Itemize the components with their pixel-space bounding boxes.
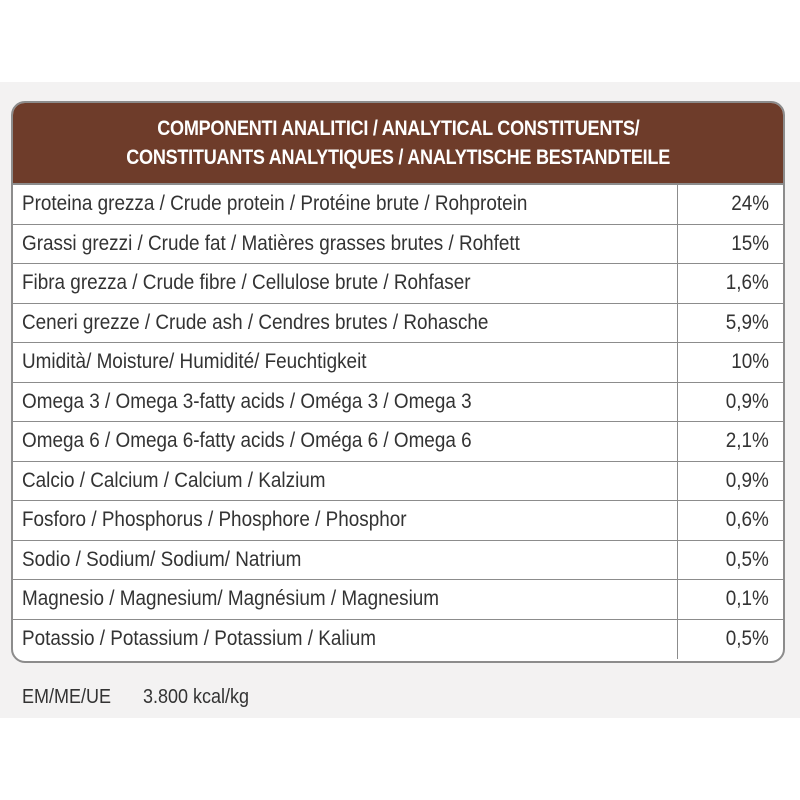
- constituent-label-cell: [13, 422, 678, 461]
- constituent-label-cell: [13, 225, 678, 264]
- constituent-label: Potassio / Potassium / Potassium / Kalium: [22, 627, 376, 651]
- constituent-label: Proteina grezza / Crude protein / Protéine brute / Rohprotein: [22, 192, 528, 216]
- table-row: [13, 541, 783, 581]
- constituent-label: Fibra grezza / Crude fibre / Cellulose brute / Rohfaser: [22, 271, 471, 295]
- constituent-value: 24%: [731, 192, 769, 216]
- constituent-label-cell: [13, 580, 678, 619]
- analytical-constituents-table: [11, 101, 785, 663]
- constituent-label: Grassi grezzi / Crude fat / Matières grasses brutes / Rohfett: [22, 231, 520, 255]
- table-row: [13, 462, 783, 502]
- constituent-value-cell: [678, 580, 783, 619]
- constituent-value: 15%: [731, 231, 769, 255]
- constituent-value: 0,1%: [725, 587, 769, 611]
- table-row: [13, 383, 783, 423]
- constituent-value-cell: [678, 462, 783, 501]
- constituent-label-cell: [13, 462, 678, 501]
- constituent-value-cell: [678, 620, 783, 660]
- constituent-value: 1,6%: [725, 271, 769, 295]
- constituent-label: Omega 6 / Omega 6-fatty acids / Oméga 6 / Omega 6: [22, 429, 472, 453]
- constituent-value: 2,1%: [725, 429, 769, 453]
- constituent-value-cell: [678, 343, 783, 382]
- constituent-label: Magnesio / Magnesium/ Magnésium / Magnesium: [22, 587, 440, 611]
- constituent-label-cell: [13, 304, 678, 343]
- table-row: [13, 185, 783, 225]
- constituent-label: Umidità/ Moisture/ Humidité/ Feuchtigkeit: [22, 350, 367, 374]
- constituent-value: 0,5%: [725, 547, 769, 571]
- constituent-value: 0,5%: [725, 627, 769, 651]
- table-body: [13, 185, 783, 659]
- energy-label: EM/ME/UE: [22, 686, 112, 708]
- energy-footer: [22, 686, 261, 709]
- table-row: [13, 343, 783, 383]
- constituent-label-cell: [13, 343, 678, 382]
- constituent-label-cell: [13, 501, 678, 540]
- constituent-label-cell: [13, 541, 678, 580]
- constituent-label-cell: [13, 383, 678, 422]
- constituent-value: 0,9%: [725, 389, 769, 413]
- constituent-label-cell: [13, 620, 678, 660]
- table-header: [13, 103, 783, 185]
- table-row: [13, 304, 783, 344]
- constituent-value-cell: [678, 383, 783, 422]
- table-row: [13, 225, 783, 265]
- constituent-value-cell: [678, 422, 783, 461]
- constituent-value: 0,9%: [725, 468, 769, 492]
- constituent-label: Ceneri grezze / Crude ash / Cendres brutes / Rohasche: [22, 310, 489, 334]
- energy-value: 3.800 kcal/kg: [142, 686, 249, 708]
- constituent-label-cell: [13, 185, 678, 224]
- table-header-line-1: COMPONENTI ANALITICI / ANALYTICAL CONSTITUENTS/: [156, 117, 640, 140]
- constituent-value: 5,9%: [725, 310, 769, 334]
- table-row: [13, 264, 783, 304]
- constituent-label-cell: [13, 264, 678, 303]
- constituent-label: Omega 3 / Omega 3-fatty acids / Oméga 3 / Omega 3: [22, 389, 472, 413]
- constituent-label: Fosforo / Phosphorus / Phosphore / Phosphor: [22, 508, 407, 532]
- constituent-value-cell: [678, 225, 783, 264]
- constituent-value: 10%: [731, 350, 769, 374]
- table-row: [13, 620, 783, 660]
- constituent-value-cell: [678, 185, 783, 224]
- table-row: [13, 580, 783, 620]
- constituent-label: Calcio / Calcium / Calcium / Kalzium: [22, 468, 326, 492]
- table-row: [13, 422, 783, 462]
- constituent-value-cell: [678, 264, 783, 303]
- constituent-value-cell: [678, 304, 783, 343]
- table-header-line-2: CONSTITUANTS ANALYTIQUES / ANALYTISCHE BESTANDTEILE: [126, 146, 670, 169]
- constituent-value-cell: [678, 541, 783, 580]
- constituent-label: Sodio / Sodium/ Sodium/ Natrium: [22, 547, 302, 571]
- constituent-value: 0,6%: [725, 508, 769, 532]
- table-row: [13, 501, 783, 541]
- constituent-value-cell: [678, 501, 783, 540]
